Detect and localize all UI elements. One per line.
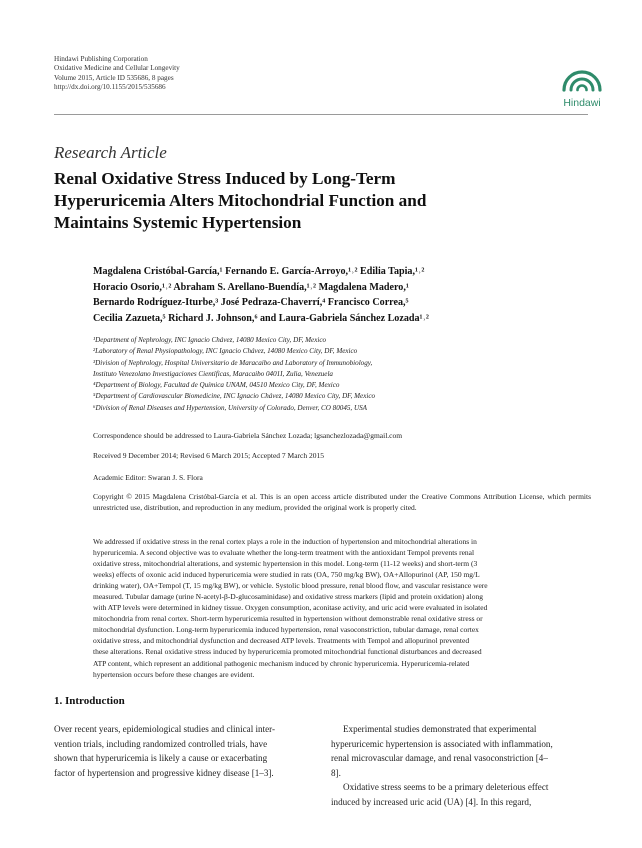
body-line: factor of hypertension and progressive kidney disease [1–3]. (54, 767, 274, 778)
body-line: Experimental studies demonstrated that experimental (343, 724, 537, 734)
abstract-line: ATP content, which represent an additional pathogenic mechanism induced by chronic hyperuricemia. Hyperuricemia-related (93, 658, 470, 668)
body-line: 8]. (331, 767, 341, 778)
abstract-line: hypertension occurs before these changes are evident. (93, 669, 255, 679)
body-line: renal microvascular damage, and renal vasoconstriction [4– (331, 753, 548, 763)
title-line: Hyperuricemia Alters Mitochondrial Function and (54, 190, 427, 210)
abstract (93, 536, 591, 680)
abstract-line: oxidative stress, mitochondrial alterations, and systemic hypertension in this model. Long-term (11-12 weeks) and short-term (3 (93, 559, 478, 569)
academic-editor: Academic Editor: Swaran J. S. Flora (93, 473, 203, 482)
publisher-name: Hindawi Publishing Corporation (54, 55, 148, 63)
abstract-line: oxidative stress, and mitochondrial dysfunction and decreased ATP levels. Treatments with Tempol and allopurinol prevented (93, 636, 470, 646)
abstract-line: with ATP levels were determined in kidney tissue. Oxygen consumption, aconitase activity, and uric acid were evaluated in isolated (93, 603, 488, 613)
affiliation-line: Instituto Venezolano Investigaciones Científicas, Maracaibo 0401I, Zulia, Venezuela (93, 369, 333, 378)
introduction-left-column (54, 722, 311, 780)
abstract-line: measured. Tubular damage (urine N-acetyl-β-D-glucosaminidase) and oxidative stress markers (lipid and protein oxidation) along (93, 592, 483, 602)
affiliation-list (93, 335, 603, 414)
abstract-line: mitochondria from renal cortex. Short-term hyperuricemia resulted in hypertension without demonstrable renal oxidative stress or (93, 614, 483, 624)
article-type: Research Article (54, 143, 167, 162)
journal-info (54, 55, 180, 93)
author-line: Magdalena Cristóbal-García,¹ Fernando E. García-Arroyo,¹˒² Edilia Tapia,¹˒² (93, 266, 425, 277)
header-divider (54, 114, 588, 115)
author-list (93, 264, 603, 327)
affiliation-line: ⁴Department of Biology, Facultad de Química UNAM, 04510 Mexico City, DF, Mexico (93, 381, 340, 390)
affiliation-line: ³Division of Nephrology, Hospital Universitario de Maracaibo and Laboratory of Immunobiology, (93, 358, 373, 367)
section-heading-introduction: 1. Introduction (54, 695, 125, 707)
author-line: Horacio Osorio,¹˒² Abraham S. Arellano-Buendía,¹˒² Magdalena Madero,¹ (93, 281, 409, 293)
volume-info: Volume 2015, Article ID 535686, 8 pages (54, 73, 174, 82)
journal-name: Oxidative Medicine and Cellular Longevity (54, 64, 180, 73)
hindawi-logo-text: Hindawi (563, 97, 601, 109)
author-line: Cecilia Zazueta,⁵ Richard J. Johnson,⁶ and Laura-Gabriela Sánchez Lozada¹˒² (93, 313, 429, 325)
affiliation-line: ¹Department of Nephrology, INC Ignacio Chávez, 14080 Mexico City, DF, Mexico (93, 336, 327, 344)
doi-link[interactable]: http://dx.doi.org/10.1155/2015/535686 (54, 83, 166, 92)
abstract-line: weeks) effects of oxonic acid induced hyperuricemia were studied in rats (OA, 750 mg/kg BW), OA+Allopurinol (AP, 150 mg/L (93, 570, 480, 580)
body-line: hyperuricemic hypertension is associated with inflammation, (331, 738, 553, 749)
body-line: shown that hyperuricemia is likely a cause or exacerbating (54, 753, 268, 763)
author-line: Bernardo Rodríguez-Iturbe,³ José Pedraza-Chaverrí,⁴ Francisco Correa,⁵ (93, 297, 409, 309)
affiliation-line: ²Laboratory of Renal Physiopathology, INC Ignacio Chávez, 14080 Mexico City, DF, Mexico (93, 347, 358, 356)
abstract-line: these alterations. Renal oxidative stress induced by hyperuricemia promoted mitochondrial functional disturbances and decreased (93, 647, 482, 657)
affiliation-line: ⁶Division of Renal Diseases and Hypertension, University of Colorado, Denver, CO 80045, USA (93, 403, 367, 412)
affiliation-line: ⁵Department of Cardiovascular Biomedicine, INC Ignacio Chávez, 14080 Mexico City, DF, Mexico (93, 392, 376, 401)
body-line: Oxidative stress seems to be a primary deleterious effect (343, 782, 549, 792)
article-title (54, 168, 594, 233)
article-dates: Received 9 December 2014; Revised 6 March 2015; Accepted 7 March 2015 (93, 451, 324, 460)
introduction-right-column (331, 722, 588, 809)
abstract-line: drinking water), OA+Tempol (T, 15 mg/kg BW), or vehicle. Systolic blood pressure, renal blood flow, and vascular resistance were (93, 581, 488, 591)
body-line: induced by increased uric acid (UA) [4]. In this regard, (331, 796, 532, 807)
copyright-notice: Copyright © 2015 Magdalena Cristóbal-García et al. This is an open access article distributed under the Creative Commons Attribution License, which permits unrestricted use, distribution, and reproduction in any medium, provided the original work is properly cited. (93, 492, 591, 513)
abstract-line: hyperuricemia. A second objective was to evaluate whether the long-term treatment with the antioxidant Tempol prevents renal (93, 548, 475, 558)
correspondence: Correspondence should be addressed to Laura-Gabriela Sánchez Lozada; lgsanchezlozada@gmail.com (93, 431, 403, 440)
title-line: Maintains Systemic Hypertension (54, 212, 302, 232)
abstract-line: mitochondrial dysfunction. Long-term hyperuricemia induced hypertension, renal vasoconstriction, tubular damage, renal cortex (93, 625, 479, 635)
body-line: vention trials, including randomized controlled trials, have (54, 738, 268, 749)
body-line: Over recent years, epidemiological studies and clinical inter- (54, 724, 276, 734)
title-line: Renal Oxidative Stress Induced by Long-Term (54, 169, 396, 188)
abstract-line: We addressed if oxidative stress in the renal cortex plays a role in the induction of hypertension and mitochondrial alterations in (93, 537, 477, 546)
